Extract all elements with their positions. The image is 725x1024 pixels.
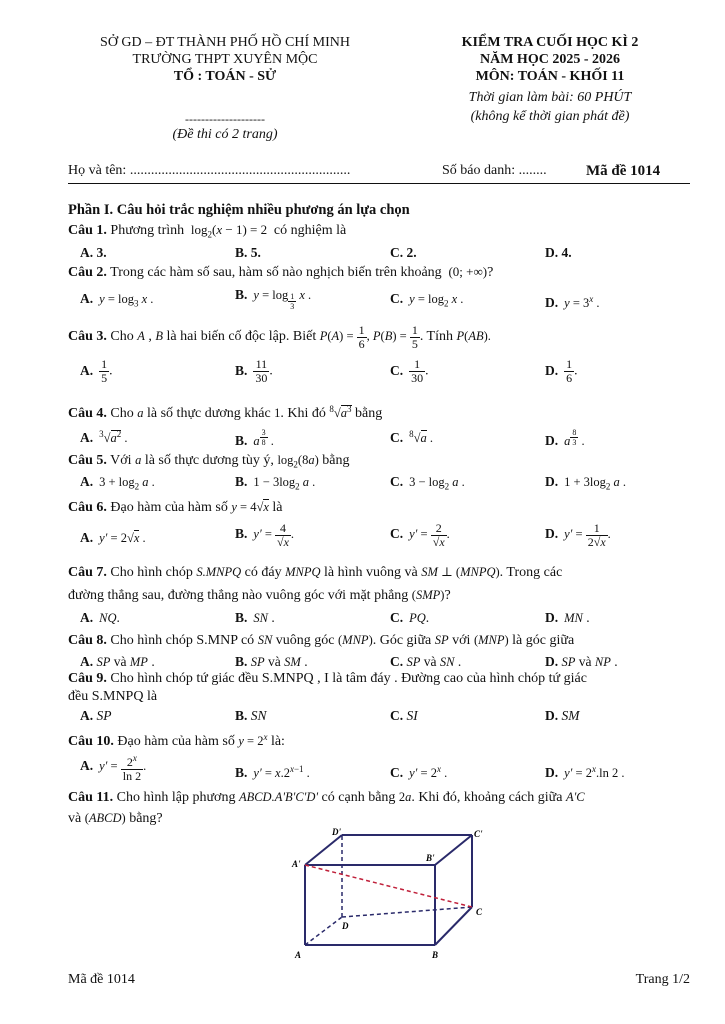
answer-option[interactable]: D. $y' = 2^x.\ln$ 2 .	[545, 764, 625, 781]
vertex-label-d: D	[342, 921, 349, 931]
answer-option[interactable]: A. $3 + \log_2 a$ .	[80, 474, 155, 492]
question-label: Câu 10.	[68, 734, 114, 750]
question-text: . Khi đó	[280, 406, 326, 422]
question-text: . Tính	[419, 329, 454, 344]
question-text: Đạo hàm của hàm số	[117, 734, 235, 750]
answer-option[interactable]: C. PQ.	[390, 610, 430, 625]
question-text: có cạnh bằng	[321, 790, 396, 805]
answer-option[interactable]: D. $\frac{1}{6}$ .	[545, 357, 578, 385]
vertex-label-a1: A'	[292, 859, 301, 869]
answer-option[interactable]: B. SN	[235, 708, 267, 723]
answer-option[interactable]: A. y′ = $\frac{2^x}{\ln 2}$ .	[80, 753, 147, 783]
question-text: có đáy	[244, 565, 282, 580]
question-text: và	[68, 811, 82, 826]
question-label: Câu 2.	[68, 265, 107, 280]
answer-option[interactable]: A. SP	[80, 708, 112, 723]
answer-option[interactable]: A. SP và MP .	[80, 654, 155, 669]
vertex-label-d1: D'	[332, 827, 341, 837]
answer-option[interactable]: B. SP và SM .	[235, 654, 308, 669]
department-name: SỞ GD – ĐT THÀNH PHỐ HỒ CHÍ MINH	[100, 35, 350, 50]
question-5: Câu 5. Với a là số thực dương tùy ý, $\log_2(8a)$ bằng	[68, 453, 350, 470]
question-text: Với	[110, 453, 132, 468]
school-name: TRƯỜNG THPT XUYÊN MỘC	[132, 52, 318, 67]
answer-option[interactable]: A. $y = \log_3 x$ .	[80, 291, 154, 309]
answer-option[interactable]: B. $1 - 3\log_2$ a .	[235, 474, 316, 492]
header-dashes: --------------------	[185, 112, 265, 126]
answer-option[interactable]: B. a $^{\frac{3}{8}}$ .	[235, 428, 274, 449]
answer-option[interactable]: B. $\frac{11}{30}$ .	[235, 357, 273, 385]
edge-ad	[305, 917, 342, 945]
question-text: Cho hình chóp	[110, 565, 193, 580]
answer-option[interactable]: D. y′ = $\frac{1}{2√x}$ .	[545, 521, 611, 549]
edge-b1c1	[435, 835, 472, 865]
answer-option[interactable]: D. $y = 3^x$ .	[545, 294, 600, 311]
answer-option[interactable]: A. 3.	[80, 245, 107, 260]
answer-option[interactable]: B. 5.	[235, 245, 261, 260]
question-text: Đạo hàm của hàm số	[110, 500, 228, 515]
question-3: Câu 3. Cho A , B là hai biến cố độc lập. Biết P(A) = $\frac{1}{6}$ , P(B) = $\frac{1}{5}$ . Tính P(AB).	[68, 322, 491, 351]
student-id-field: Số báo danh: ........	[442, 163, 547, 178]
question-label: Câu 5.	[68, 453, 107, 468]
diagonal-a1c	[305, 865, 472, 907]
footer-page-number: Trang 1/2	[635, 972, 690, 987]
answer-option[interactable]: C. SP và SN .	[390, 654, 462, 669]
question-text: ?	[487, 265, 494, 280]
question-text: . Trong các	[499, 565, 563, 580]
question-label: Câu 3.	[68, 329, 107, 344]
student-line	[68, 163, 690, 184]
answer-option[interactable]: B. SN .	[235, 610, 275, 625]
page-count-note: (Đề thi có 2 trang)	[172, 127, 278, 142]
question-2	[68, 262, 668, 283]
question-text: với	[452, 633, 471, 648]
question-text: là hình vuông và	[324, 565, 418, 580]
answer-option[interactable]: C. $\frac{1}{30}$ .	[390, 357, 429, 385]
section-title: Phần I. Câu hỏi trắc nghiệm nhiều phương án lựa chọn	[68, 202, 410, 218]
math-expression: $\log_2(x - 1) = 2$	[187, 222, 271, 240]
question-text: đường thẳng sau, đường thẳng nào vuông góc với mặt phẳng	[68, 588, 409, 603]
answer-option[interactable]: C. 2.	[390, 245, 417, 260]
question-8: Câu 8. Cho hình chóp S.MNP có SN vuông góc (MNP). Góc giữa SP với (MNP) là góc giữa	[68, 633, 575, 648]
question-label: Câu 8.	[68, 633, 107, 648]
question-10: Câu 10. Đạo hàm của hàm số $y = 2^x$ là:	[68, 732, 285, 750]
school-year: NĂM HỌC 2025 - 2026	[480, 52, 620, 67]
question-text: có nghiệm là	[273, 223, 347, 238]
math-expression: $^8√a^3$	[329, 404, 352, 421]
time-note: (không kể thời gian phát đề)	[470, 109, 630, 124]
answer-option[interactable]: C. $^8$√a .	[390, 429, 433, 446]
edge-d1a1	[305, 835, 342, 865]
answer-option[interactable]: C. $y' = 2^x$ .	[390, 764, 448, 781]
exam-title: KIỂM TRA CUỐI HỌC KÌ 2	[461, 35, 639, 50]
vertex-label-b1: B'	[426, 853, 435, 863]
answer-option[interactable]: A. y′ = 2√x .	[80, 530, 146, 545]
question-text: Trong các hàm số sau, hàm số nào nghịch biến trên khoảng	[110, 265, 442, 280]
question-text: bằng?	[129, 811, 163, 826]
footer-exam-code: Mã đề 1014	[68, 972, 135, 987]
subject: MÔN: TOÁN - KHỐI 11	[475, 69, 625, 84]
question-text: bằng	[355, 406, 383, 422]
question-text: là góc giữa	[512, 633, 575, 648]
answer-option[interactable]: B. y = log $\frac{1}{3}$ x .	[235, 287, 312, 311]
vertex-label-c1: C'	[474, 829, 483, 839]
question-text: đều S.MNPQ là	[68, 689, 158, 704]
answer-option[interactable]: D. $1 + 3\log_2$ a .	[545, 474, 627, 492]
answer-option[interactable]: A. NQ.	[80, 610, 120, 625]
question-1	[68, 220, 668, 245]
question-6: Câu 6. Đạo hàm của hàm số y = 4√x là	[68, 500, 283, 515]
question-11: Câu 11. Cho hình lập phương ABCD.A'B'C'D' có cạnh bằng 2a. Khi đó, khoảng cách giữa A'C và (ABCD) bằng?	[68, 790, 585, 826]
answer-option[interactable]: C. $y = \log_2 x$ .	[390, 291, 464, 309]
answer-option[interactable]: A. $^3√a^2$ .	[80, 429, 128, 446]
answer-option[interactable]: D. MN .	[545, 610, 590, 625]
question-text: là hai biến cố độc lập. Biết	[166, 329, 317, 344]
question-text: . Góc giữa	[372, 633, 432, 648]
math-interval: (0; +∞)	[445, 264, 488, 279]
question-label: Câu 11.	[68, 790, 114, 805]
vertex-label-a: A	[295, 950, 302, 960]
question-text: Cho	[110, 406, 134, 422]
question-9	[68, 670, 668, 706]
question-text: Cho hình chóp tứ giác đều S.MNPQ , I là tâm đáy . Đường cao của hình chóp tứ giác	[110, 671, 587, 686]
question-text: bằng	[322, 453, 350, 468]
question-text: là số thực dương tùy ý,	[144, 453, 274, 468]
question-text: . Khi đó, khoảng cách giữa	[411, 790, 563, 805]
question-7: Câu 7. Cho hình chóp S.MNPQ có đáy MNPQ là hình vuông và SM ⊥ (MNPQ). Trong các đường thẳng sau, đường thẳng nào vuông góc với mặt phẳng (SMP)?	[68, 565, 563, 603]
question-4: Câu 4. Cho a là số thực dương khác 1. Khi đó $^8√a^3$ bằng	[68, 404, 383, 422]
vertex-label-b: B	[432, 950, 439, 960]
question-text: Cho hình chóp S.MNP có	[110, 633, 255, 648]
group-name: TỔ : TOÁN - SỬ	[173, 69, 277, 84]
question-label: Câu 4.	[68, 406, 107, 422]
answer-option[interactable]: C. SI	[390, 708, 418, 723]
time-limit: Thời gian làm bài: 60 PHÚT	[468, 90, 632, 105]
answer-option[interactable]: C. $3 - \log_2 a$ .	[390, 474, 465, 492]
question-text: là số thực dương khác	[147, 406, 271, 422]
answer-option[interactable]: D. 4.	[545, 245, 572, 260]
question-label: Câu 7.	[68, 565, 107, 580]
cube-figure	[280, 825, 500, 960]
question-text: là:	[270, 734, 285, 750]
name-field: Họ và tên: ...............................................................	[68, 163, 351, 178]
edge-bc	[435, 907, 472, 945]
answer-option[interactable]: C. y′ = $\frac{2}{√x}$ .	[390, 521, 450, 549]
exam-code: Mã đề 1014	[586, 163, 661, 179]
answer-option[interactable]: A. $\frac{1}{5}$ .	[80, 357, 113, 385]
answer-option[interactable]: D. SP và NP .	[545, 654, 618, 669]
answer-option[interactable]: B. $y' = x.2^{x-1}$ .	[235, 764, 310, 781]
question-label: Câu 9.	[68, 671, 107, 686]
answer-option[interactable]: D. a $^{\frac{8}{3}}$ .	[545, 428, 585, 449]
answer-option[interactable]: B. y′ = $\frac{4}{√x}$ .	[235, 521, 295, 549]
edge-dc	[342, 907, 472, 917]
question-text: Phương trình	[110, 223, 185, 238]
question-text: Cho	[110, 329, 134, 344]
question-text: Cho hình lập phương	[116, 790, 236, 805]
probability-given: P(A) = $\frac{1}{6}$ , P(B) = $\frac{1}{5}$	[319, 322, 418, 351]
question-text: vuông góc	[275, 633, 335, 648]
vertex-label-c: C	[476, 907, 483, 917]
question-label: Câu 1.	[68, 223, 107, 238]
answer-option[interactable]: D. SM	[545, 708, 580, 723]
question-text: là	[272, 500, 283, 515]
question-label: Câu 6.	[68, 500, 107, 515]
